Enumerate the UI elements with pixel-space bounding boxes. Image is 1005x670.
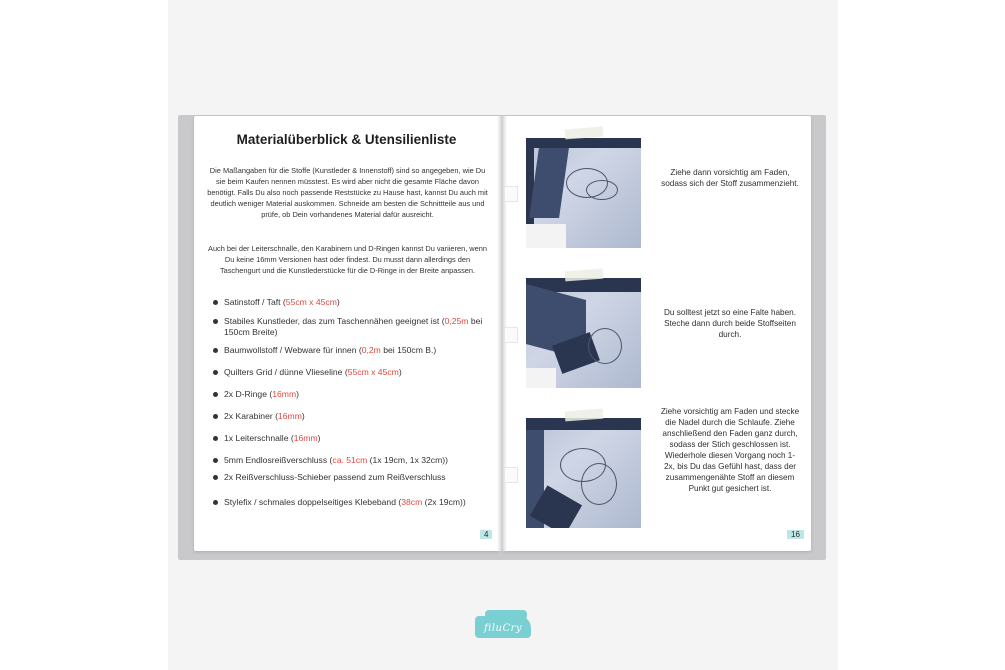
page-tab-marker — [504, 186, 518, 202]
list-item: 5mm Endlosreißverschluss (ca. 51cm (1x 19cm, 1x 32cm)) — [212, 455, 499, 466]
list-item: 2x Reißverschluss-Schieber passend zum Reißverschluss — [212, 472, 499, 483]
page-tab-marker — [504, 327, 518, 343]
step-caption-3: Ziehe vorsichtig am Faden und stecke die Nadel durch die Schlaufe. Ziehe anschließend den Faden ganz durch, sodass der Stich geschlossen ist. Wiederhole diesen Vorgang noch 1-2x, bis Du das Gefühl hast, dass der zusammengenähte Stoff an diesem Punkt gut gesichert ist. — [660, 407, 800, 493]
list-item: Stylefix / schmales doppelseitiges Klebeband (38cm (2x 19cm)) — [212, 497, 499, 508]
brand-logo — [471, 610, 535, 644]
step-caption-1: Ziehe dann vorsichtig am Faden, sodass sich der Stoff zusammenzieht. — [661, 168, 799, 188]
page-number-right: 16 — [787, 530, 804, 539]
list-item: Satinstoff / Taft (55cm x 45cm) — [212, 297, 499, 308]
page-title: Materialüberblick & Utensilienliste — [236, 132, 457, 147]
list-item: Stabiles Kunstleder, das zum Taschennähen geeignet ist (0,25m bei 150cm Breite) — [212, 316, 499, 338]
list-item: 1x Leiterschnalle (16mm) — [212, 433, 499, 444]
list-item: Baumwollstoff / Webware für innen (0,2m bei 150cm B.) — [212, 345, 499, 356]
step-photo-1 — [526, 138, 641, 248]
step-photo-2 — [526, 278, 641, 388]
page-number-left: 4 — [480, 530, 492, 539]
list-item: Quilters Grid / dünne Vlieseline (55cm x 45cm) — [212, 367, 499, 378]
intro-paragraph-2: Auch bei der Leiterschnalle, den Karabinern und D-Ringen kannst Du variieren, wenn Du keine 16mm Versionen hast oder findest. Du musst dann allerdings den Taschengurt und die Kunstlederstücke für die D-Ringe in der Breite anpassen. — [208, 244, 487, 275]
page-tab-marker — [504, 467, 518, 483]
logo-text: filuCry — [483, 623, 523, 634]
step-caption-2: Du solltest jetzt so eine Falte haben. Steche dann durch beide Stoffseiten durch. — [664, 308, 796, 339]
step-photo-3 — [526, 418, 641, 528]
list-item: 2x Karabiner (16mm) — [212, 411, 499, 422]
list-item: 2x D-Ringe (16mm) — [212, 389, 499, 400]
intro-paragraph-1: Die Maßangaben für die Stoffe (Kunstleder & Innenstoff) sind so angegeben, wie Du sie beim Kaufen nennen müsstest. Es wird aber nicht die gesamte Fläche davon benötigt. Falls Du also noch passende Reststücke zu Hause hast, kannst Du auch mit deutlich weniger Material auskommen. Schneide am besten die Schnittteile aus und prüfe, ob Dein vorhandenes Material dafür ausreicht. — [207, 166, 488, 219]
